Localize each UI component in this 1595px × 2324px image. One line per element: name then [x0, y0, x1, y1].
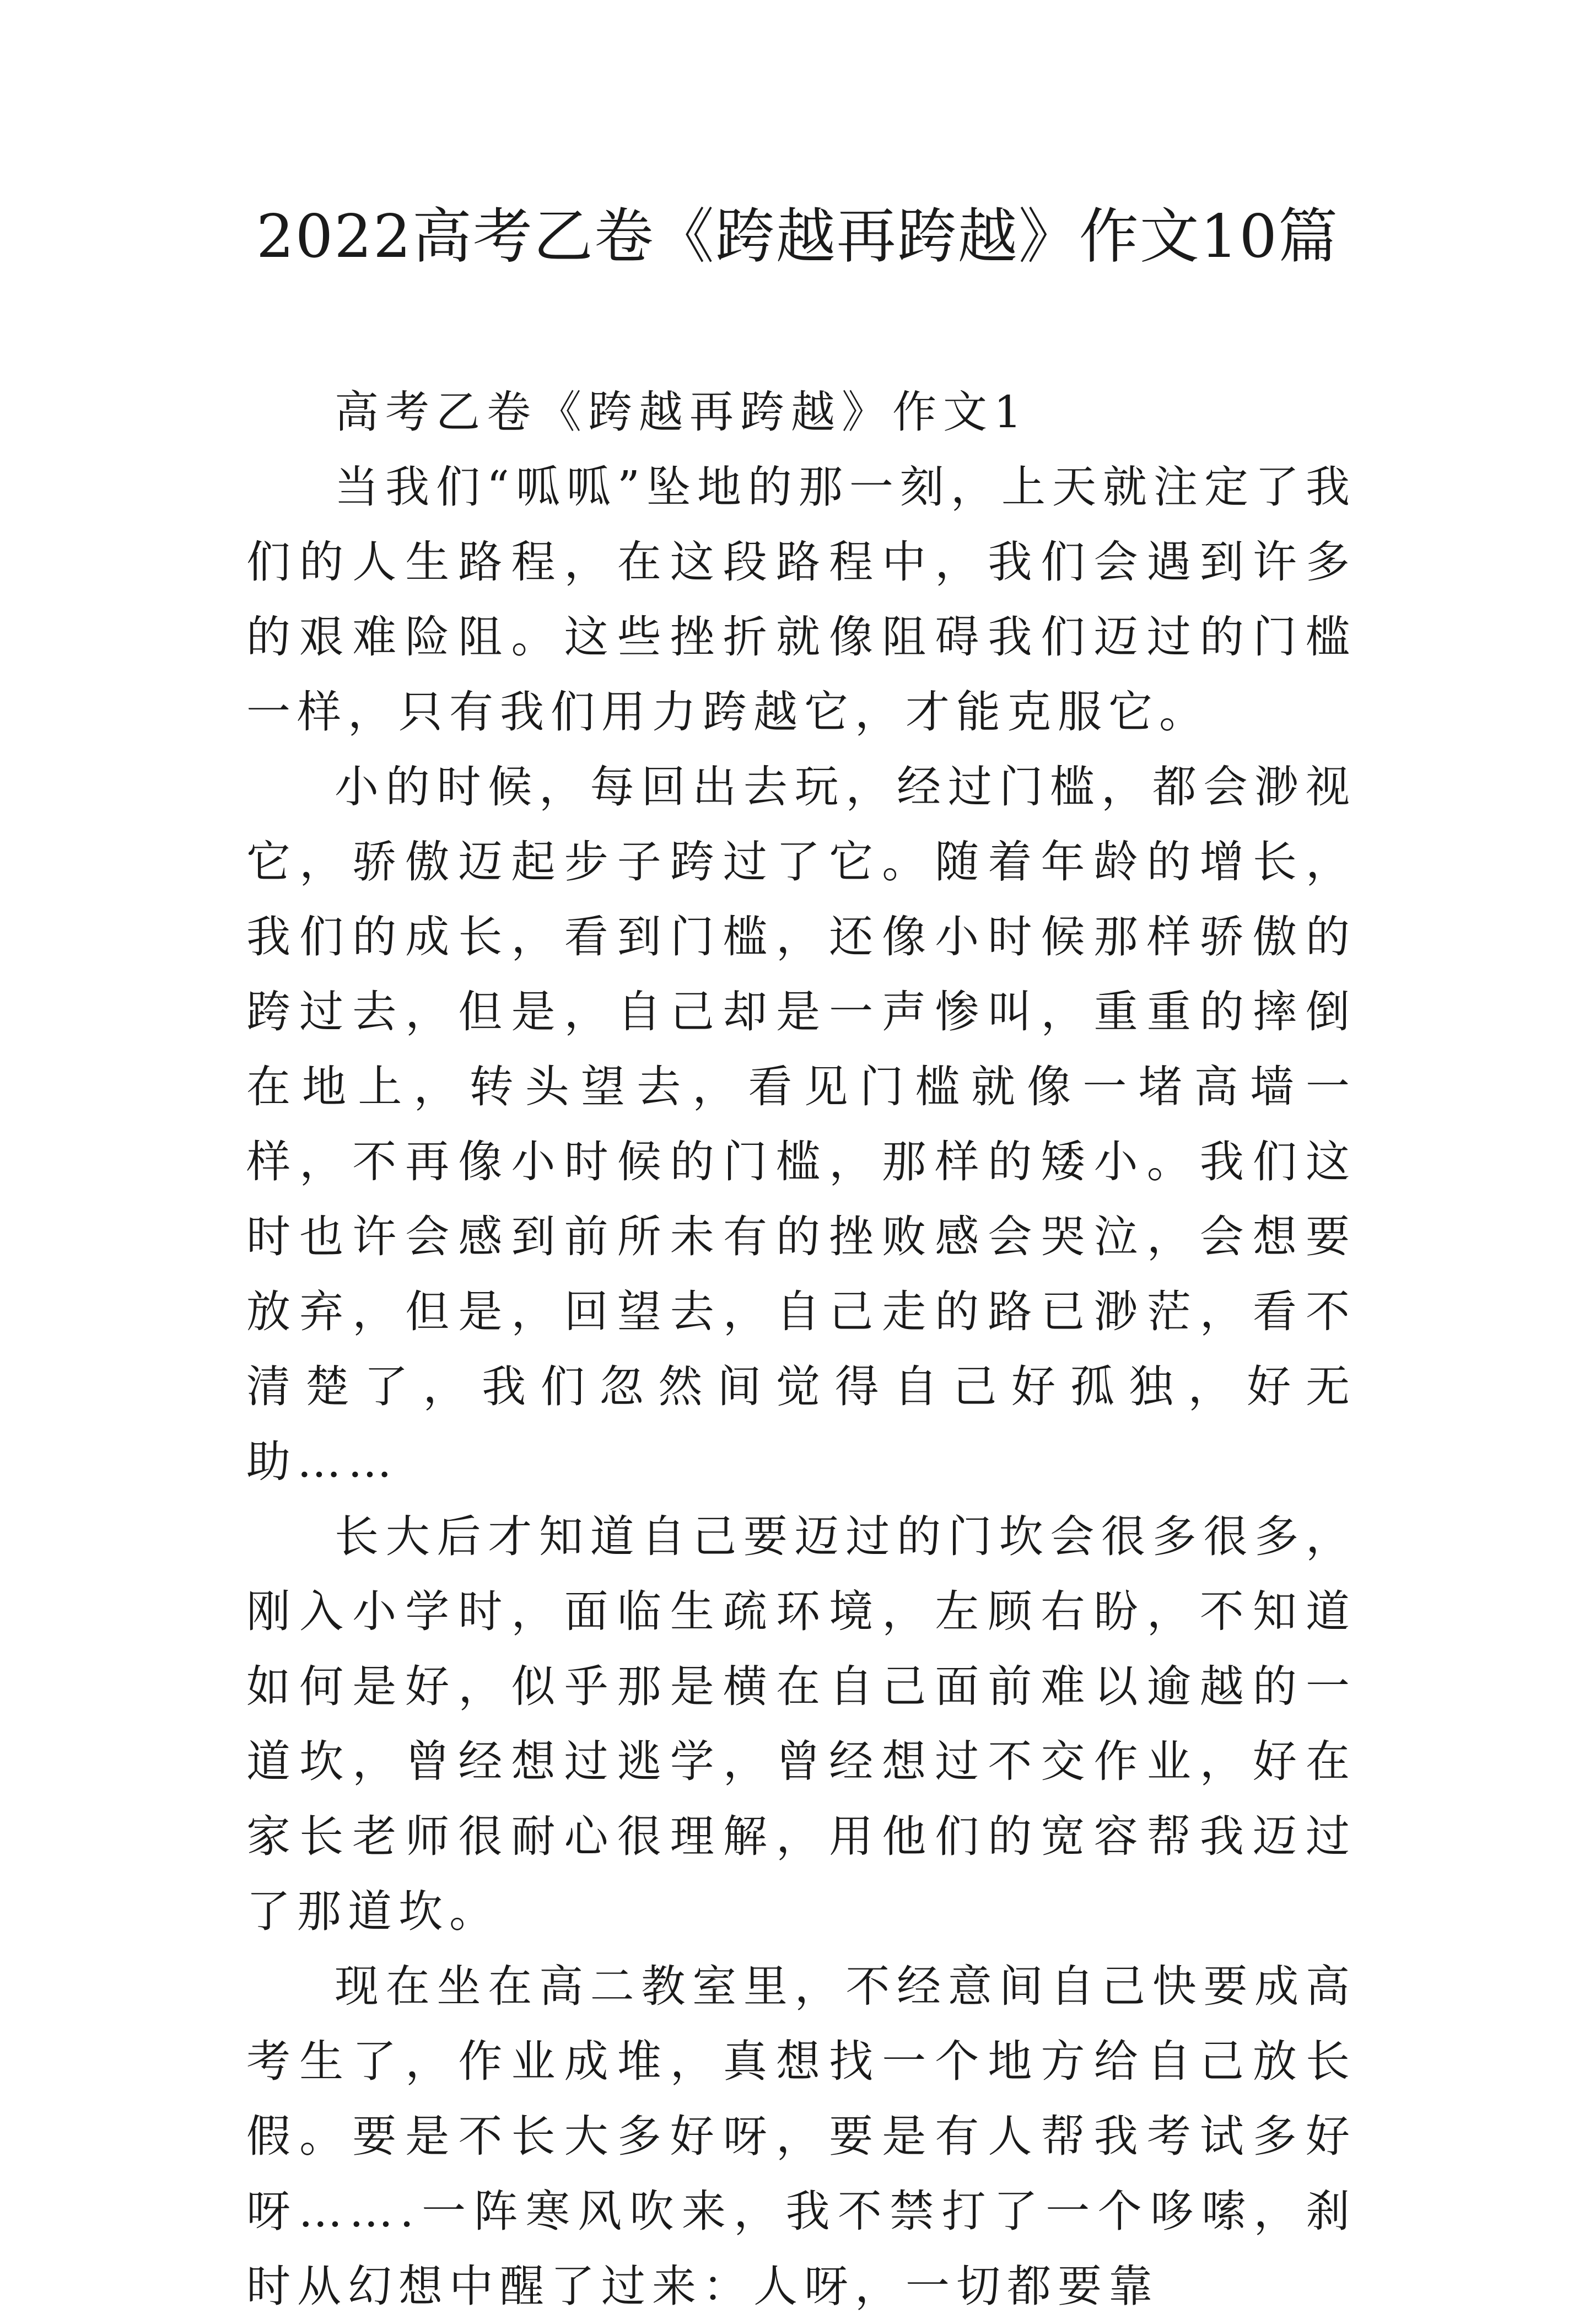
document-body — [246, 375, 1356, 2324]
paragraph: 长大后才知道自己要迈过的门坎会很多很多，刚入小学时，面临生疏环境，左顾右盼，不知道如何是好，似乎那是横在自己面前难以逾越的一道坎，曾经想过逃学，曾经想过不交作业，好在家长老师很耐心很理解，用他们的宽容帮我迈过了那道坎。 — [246, 1511, 1356, 1937]
paragraph: 现在坐在高二教室里，不经意间自己快要成高考生了，作业成堆，真想找一个地方给自己放长假。要是不长大多好呀，要是有人帮我考试多好呀…….一阵寒风吹来，我不禁打了一个哆嗦，刹时从幻想中醒了过来：人呀，一切都要靠 — [246, 1961, 1356, 2312]
essay-heading: 高考乙卷《跨越再跨越》作文1 — [335, 386, 1028, 438]
paragraph: 小的时候，每回出去玩，经过门槛，都会渺视它，骄傲迈起步子跨过了它。随着年龄的增长，我们的成长，看到门槛，还像小时候那样骄傲的跨过去，但是，自己却是一声惨叫，重重的摔倒在地上，转头望去，看见门槛就像一堵高墙一样，不再像小时候的门槛，那样的矮小。我们这时也许会感到前所未有的挫败感会哭泣，会想要放弃，但是，回望去，自己走的路已渺茫，看不清楚了，我们忽然间觉得自己好孤独，好无助…… — [246, 761, 1356, 1487]
paragraph: 当我们“呱呱”坠地的那一刻，上天就注定了我们的人生路程，在这段路程中，我们会遇到许多的艰难险阻。这些挫折就像阻碍我们迈过的门槛一样，只有我们用力跨越它，才能克服它。 — [246, 461, 1356, 738]
document-title: 2022高考乙卷《跨越再跨越》作文10篇 — [256, 202, 1339, 271]
